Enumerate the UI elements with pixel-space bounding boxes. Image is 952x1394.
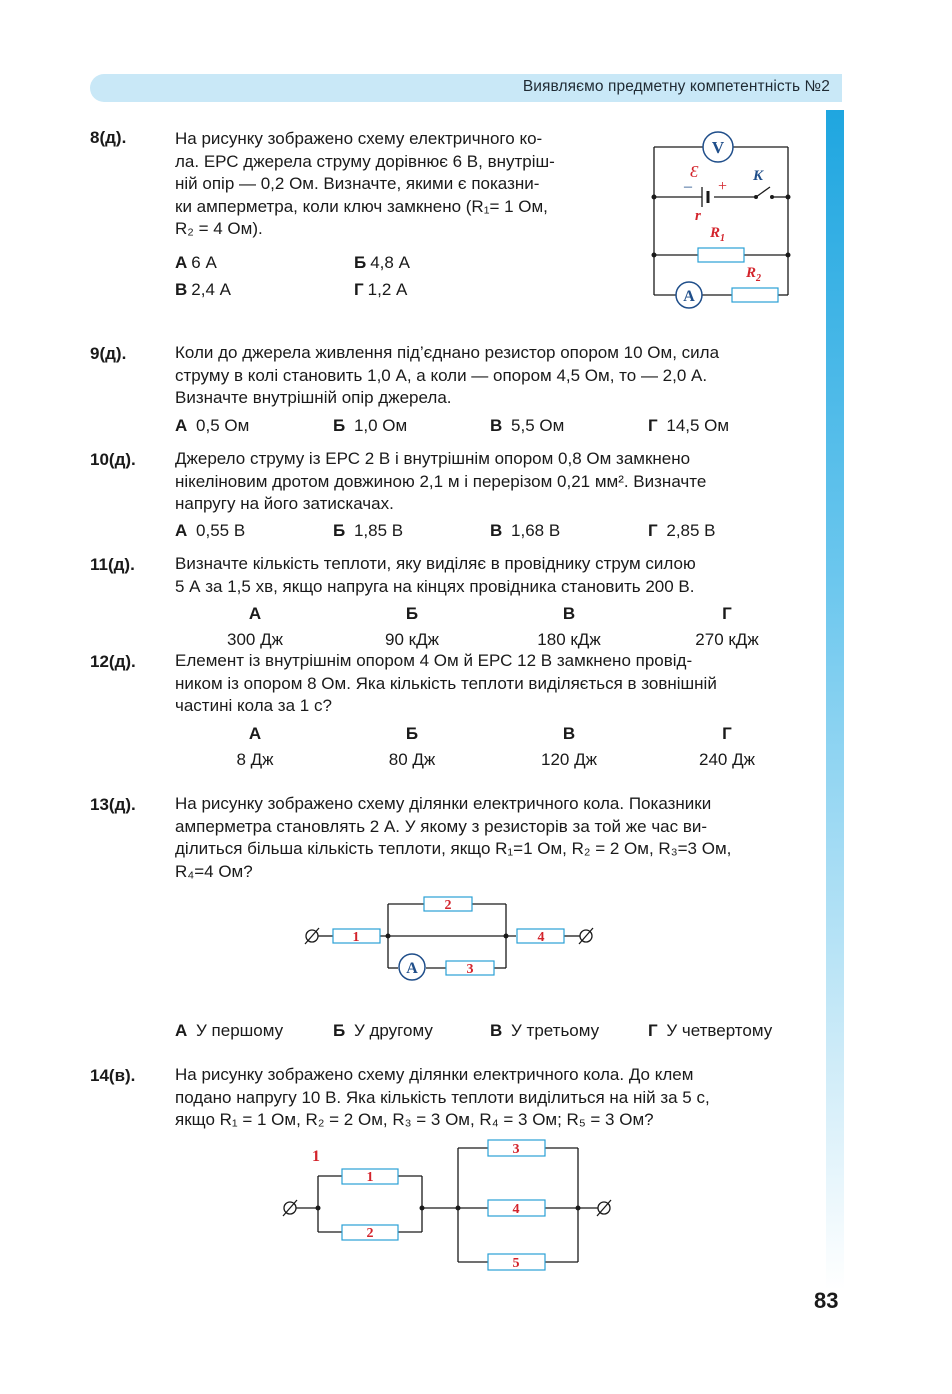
q10-answer-c: В 1,68 В [490,521,561,540]
q13-line: ділиться більша кількість теплоти, якщо R₁=1 Ом, R₂ = 2 Ом, R₃=3 Ом, [175,839,732,858]
page-number: 83 [814,1288,839,1313]
q14-line: На рисунку зображено схему ділянки електричного кола. До клем [175,1065,694,1084]
q9-answer-d: Г 14,5 Ом [648,416,730,435]
q12-answer-b-letter: Б [405,724,419,743]
q8-answer-a: А 6 А [175,253,217,272]
q8-text [175,128,607,241]
q14-r3-label: 3 [512,1142,520,1157]
q13-ammeter-label: A [406,960,418,977]
q9-line: Коли до джерела живлення під’єднано резистор опором 10 Ом, сила [175,343,720,362]
q13-text [175,793,807,883]
q12-line: ником із опором 8 Ом. Яка кількість теплоти виділяється в зовнішній [175,673,717,693]
q11-answer-a-value: 300 Дж [227,630,283,649]
q8-line: ній опір — 0,2 Ом. Визначте, якими є показни- [175,174,540,193]
q10-number: 10(д). [90,450,136,469]
q12-answer-d-value: 240 Дж [699,750,755,769]
q10-text [175,448,807,516]
q8-line: ки амперметра, коли ключ замкнено (R₁= 1 Ом, [175,196,548,216]
q11-line: Визначте кількість теплоти, яку виділяє в провіднику струм силою [175,554,696,573]
q8-minus-label: – [684,178,692,195]
q13-line: R₄=4 Ом? [175,861,253,881]
q8-emf-label: Ɛ [690,162,699,181]
q12-line: Елемент із внутрішнім опором 4 Ом й ЕРС 12 В замкнено провід- [175,651,693,670]
q12-text [175,650,807,718]
q8-answer-c: В 2,4 А [175,280,231,299]
q11-answer-d-letter: Г [722,604,732,623]
q14-r5-label: 5 [512,1256,520,1271]
q9-answer-a: А 0,5 Ом [175,416,250,435]
q9-number: 9(д). [90,344,127,363]
q13-number: 13(д). [90,795,136,814]
q13-answer-a: А У першому [175,1021,284,1040]
q12-answer-a-value: 8 Дж [236,750,274,769]
q10-line: нікеліновим дротом довжиною 2,1 м і перерізом 0,21 мм². Визначте [175,471,707,491]
q13-answer-d: Г У четвертому [648,1021,773,1040]
q13-line: На рисунку зображено схему ділянки електричного кола. Показники [175,794,712,813]
q11-answer-b-letter: Б [405,604,419,623]
q8-r-label: r [695,208,701,224]
q8-line: ла. ЕРС джерела струму дорівнює 6 В, внутріш- [175,151,555,171]
q10-answer-a: А 0,55 В [175,521,246,540]
section-title: Виявляємо предметну компетентність №2 [522,78,830,95]
q11-answer-d-value: 270 кДж [695,630,759,649]
q14-number: 14(в). [90,1066,136,1085]
q13-answer-c: В У третьому [490,1021,600,1040]
q13-r4-label: 4 [537,930,545,945]
q8-answer-b: Б 4,8 А [354,253,410,272]
section-header [90,74,842,102]
q12-answer-a-letter: А [248,724,262,743]
q12-number: 12(д). [90,652,136,671]
q8-circuit-diagram [640,125,805,315]
q14-r2-label: 2 [366,1226,374,1241]
q12-answer-c-letter: В [562,724,576,743]
q12-line: частині кола за 1 с? [175,696,332,715]
q14-node-label: 1 [312,1148,320,1165]
q11-number: 11(д). [90,555,135,574]
q11-answer-c-value: 180 кДж [537,630,601,649]
q10-answer-d: Г 2,85 В [648,521,716,540]
q14-r1-label: 1 [366,1170,374,1185]
q12-answer-b-value: 80 Дж [388,750,436,769]
q9-answer-c: В 5,5 Ом [490,416,565,435]
q11-text [175,553,807,598]
q8-line: R₂ = 4 Ом). [175,219,263,238]
q8-ammeter-label: A [683,288,695,305]
q8-line: На рисунку зображено схему електричного ко- [175,129,543,148]
q10-line: Джерело струму із ЕРС 2 В і внутрішнім опором 0,8 Ом замкнено [175,449,691,468]
side-stripe [826,110,844,1290]
q8-number: 8(д). [90,128,127,147]
q13-r2-label: 2 [444,898,452,913]
q13-line: амперметра становлять 2 А. У якому з резисторів за той же час ви- [175,816,708,836]
q13-r1-label: 1 [352,930,360,945]
q9-answer-b: Б 1,0 Ом [333,416,408,435]
q12-answer-d-letter: Г [722,724,732,743]
q10-line: напругу на його затискачах. [175,494,394,513]
q8-r2-label: $R_2$ [746,265,762,284]
q11-answer-a-letter: А [248,604,262,623]
q14-line: подано напругу 10 В. Яка кількість теплоти виділиться на ній за 5 с, [175,1087,710,1107]
q9-line: струму в колі становить 1,0 А, а коли — опором 4,5 Ом, то — 2,0 А. [175,365,708,385]
q14-line: якщо R₁ = 1 Ом, R₂ = 2 Ом, R₃ = 3 Ом, R₄ = 3 Ом; R₅ = 3 Ом? [175,1110,654,1129]
q8-voltmeter-label: V [711,138,725,157]
q14-circuit-diagram [276,1132,621,1277]
q14-r4-label: 4 [512,1202,520,1217]
q13-r3-label: 3 [466,962,474,977]
q14-text [175,1064,807,1132]
q13-circuit-diagram [298,888,598,983]
q11-answer-b-value: 90 кДж [385,630,439,649]
q9-line: Визначте внутрішній опір джерела. [175,388,452,407]
q13-answer-b: Б У другому [333,1021,433,1040]
q8-key-label: K [753,168,764,184]
q11-line: 5 А за 1,5 хв, якщо напруга на кінцях провідника становить 200 В. [175,576,695,596]
q11-answer-c-letter: В [562,604,576,623]
q8-r1-label: $R_1$ [710,225,726,244]
q9-text [175,342,807,410]
q10-answer-b: Б 1,85 В [333,521,404,540]
q8-plus-label: + [718,178,728,195]
q12-answer-c-value: 120 Дж [541,750,597,769]
q8-answer-d: Г 1,2 А [354,280,408,299]
